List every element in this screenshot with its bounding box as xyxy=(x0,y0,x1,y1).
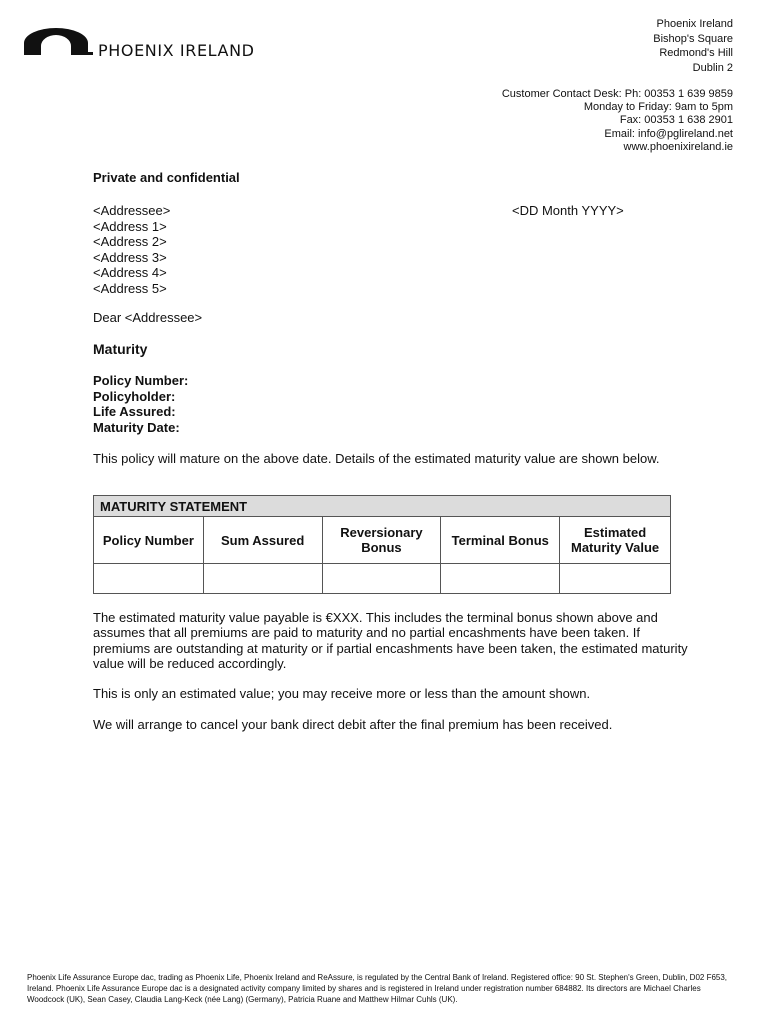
table-cell xyxy=(322,564,441,594)
policy-details xyxy=(93,373,188,435)
intro-paragraph: This policy will mature on the above date. Details of the estimated maturity value are shown below. xyxy=(93,451,660,466)
maturity-statement-table xyxy=(93,495,671,594)
phoenix-arch-icon xyxy=(24,22,96,62)
salutation: Dear <Addressee> xyxy=(93,310,203,325)
recipient-line: <Address 4> xyxy=(93,265,167,280)
contact-phone: Customer Contact Desk: Ph: 00353 1 639 9859 xyxy=(501,88,733,100)
maturity-value-paragraph: The estimated maturity value payable is €XXX. This includes the terminal bonus shown above and assumes that all premiums are paid to maturity and no partial encashments have been taken. If premiums are outstanding at maturity or if partial encashments have been taken, the estimated maturity value will be reduced accordingly. xyxy=(93,610,688,671)
column-header: Estimated Maturity Value xyxy=(560,517,671,564)
column-header: Sum Assured xyxy=(203,517,322,564)
brand-name: PHOENIX IRELAND xyxy=(98,41,255,60)
recipient-line: <Addressee> xyxy=(93,203,171,218)
contact-fax: Fax: 00353 1 638 2901 xyxy=(619,114,733,127)
recipient-line: <Address 5> xyxy=(93,280,167,296)
letter-subject: Maturity xyxy=(93,341,148,357)
address-line: Dublin 2 xyxy=(692,61,733,74)
column-header: Reversionary Bonus xyxy=(322,517,441,564)
contact-website[interactable]: www.phoenixireland.ie xyxy=(623,140,733,153)
policyholder-label: Policyholder: xyxy=(93,388,176,404)
recipient-line: <Address 2> xyxy=(93,234,167,249)
estimate-disclaimer-paragraph: This is only an estimated value; you may receive more or less than the amount shown. xyxy=(93,686,591,701)
table-row xyxy=(94,564,671,594)
column-header: Terminal Bonus xyxy=(441,517,560,564)
policy-number-label: Policy Number: xyxy=(93,373,189,388)
life-assured-label: Life Assured: xyxy=(93,404,176,419)
address-line: Phoenix Ireland xyxy=(656,18,733,30)
private-confidential-label: Private and confidential xyxy=(93,170,240,185)
address-line: Redmond's Hill xyxy=(659,47,733,59)
recipient-line: <Address 3> xyxy=(93,249,167,265)
sender-address xyxy=(653,17,733,75)
recipient-address xyxy=(93,203,170,296)
table-cell xyxy=(94,564,204,594)
table-cell xyxy=(560,564,671,594)
recipient-line: <Address 1> xyxy=(93,218,167,234)
maturity-date-label: Maturity Date: xyxy=(93,419,180,435)
regulatory-footer: Phoenix Life Assurance Europe dac, trading as Phoenix Life, Phoenix Ireland and ReAssure, is regulated by the Central Bank of Ireland. Registered office: 90 St. Stephen's Green, Dublin, D02 F653, Ireland. Phoenix Life Assurance Europe dac is a designated activity company limited by shares and is registered in Ireland under registration number 684882. Its directors are Michael Charles Woodcock (UK), Sean Casey, Claudia Lang-Keck (née Lang) (Germany), Patricia Ruane and Matthew Hilmar Cuhls (UK). xyxy=(27,973,728,1004)
contact-details xyxy=(502,88,733,154)
table-cell xyxy=(203,564,322,594)
contact-hours: Monday to Friday: 9am to 5pm xyxy=(583,101,733,114)
statement-title: MATURITY STATEMENT xyxy=(94,496,671,517)
table-header-row xyxy=(94,517,671,564)
letter-date: <DD Month YYYY> xyxy=(512,203,624,218)
contact-email[interactable]: Email: info@pglireland.net xyxy=(604,127,733,140)
phoenix-logo xyxy=(24,22,264,62)
table-cell xyxy=(441,564,560,594)
direct-debit-paragraph: We will arrange to cancel your bank direct debit after the final premium has been received. xyxy=(93,717,613,732)
address-line: Bishop's Square xyxy=(653,32,733,45)
column-header: Policy Number xyxy=(94,517,204,564)
